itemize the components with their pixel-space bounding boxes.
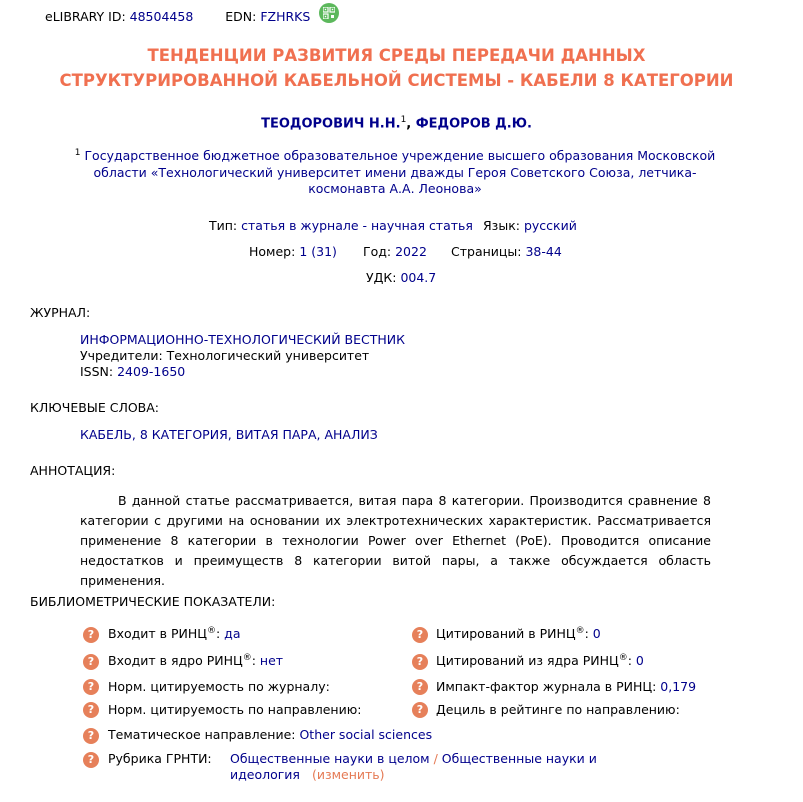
grnti-subcategory[interactable]: Общественные науки и — [441, 751, 597, 766]
metric-value[interactable]: 0,179 — [660, 679, 697, 694]
help-icon[interactable]: ? — [83, 627, 99, 643]
keyword-separator: , — [227, 427, 236, 442]
pages-label: Страницы: — [451, 244, 522, 259]
udk-label: УДК: — [366, 270, 397, 285]
help-icon[interactable]: ? — [83, 654, 99, 670]
keyword-item[interactable]: ВИТАЯ ПАРА — [235, 427, 317, 442]
change-paren-open: ( — [311, 767, 317, 782]
affiliation — [60, 145, 730, 198]
edn-value[interactable]: FZHRKS — [260, 9, 311, 24]
affiliation-name[interactable]: Государственное бюджетное образовательное учреждение высшего образования Московской области «Технологический университет имени дважды Героя Советского Союза, летчика-космонавта А.А. Леонова» — [84, 148, 716, 197]
issn-value: 2409-1650 — [117, 364, 186, 379]
metric-norm-direction: Норм. цитируемость по направлению: — [108, 702, 362, 717]
language-row — [483, 218, 577, 233]
keyword-item[interactable]: 8 КАТЕГОРИЯ — [139, 427, 228, 442]
metric-decile: Дециль в рейтинге по направлению: — [436, 702, 680, 717]
metric-label: Входит в ядро РИНЦ — [108, 653, 243, 669]
journal-issn-row — [80, 364, 185, 379]
elibrary-id-label: eLIBRARY ID: — [45, 9, 126, 24]
journal-section-label: ЖУРНАЛ: — [30, 305, 91, 320]
help-icon[interactable]: ? — [83, 752, 99, 768]
keyword-separator: , — [316, 427, 325, 442]
issn-label: ISSN: — [80, 364, 114, 379]
bibliometrics-section-label: БИБЛИОМЕТРИЧЕСКИЕ ПОКАЗАТЕЛИ: — [30, 594, 276, 609]
pages-row — [451, 244, 562, 259]
number-row — [249, 244, 337, 259]
grnti-line1 — [230, 751, 597, 766]
keyword-item[interactable]: АНАЛИЗ — [324, 427, 378, 442]
metric-value[interactable]: 0 — [635, 653, 644, 669]
author-1-affiliation-index: 1 — [400, 115, 407, 125]
edn-label: EDN: — [225, 9, 257, 24]
article-title-line2: СТРУКТУРИРОВАННОЙ КАБЕЛЬНОЙ СИСТЕМЫ - КАБЕЛИ 8 КАТЕГОРИИ — [59, 71, 734, 90]
registered-mark: ® — [575, 626, 585, 636]
metric-topic — [108, 727, 432, 742]
help-icon[interactable]: ? — [412, 679, 428, 695]
grnti-line2 — [230, 767, 385, 782]
keywords-section-label: КЛЮЧЕВЫЕ СЛОВА: — [30, 400, 160, 415]
authors — [0, 115, 793, 131]
metric-grnti-label: Рубрика ГРНТИ: — [108, 751, 212, 766]
type-label: Тип: — [209, 218, 238, 233]
id-bar — [45, 8, 310, 26]
number-label: Номер: — [249, 244, 296, 259]
metric-norm-journal: Норм. цитируемость по журналу: — [108, 679, 330, 694]
udk-value: 004.7 — [400, 270, 437, 285]
type-value: статья в журнале - научная статья — [241, 218, 473, 233]
metric-label: Цитирований в РИНЦ — [436, 626, 576, 642]
change-link[interactable]: изменить — [316, 767, 380, 782]
year-value: 2022 — [395, 244, 427, 259]
grnti-subcategory-cont[interactable]: идеология — [230, 767, 300, 782]
metric-label: Входит в РИНЦ — [108, 626, 207, 642]
metric-value[interactable]: Other social sciences — [299, 727, 433, 742]
metric-core-in: Входит в ядро РИНЦ®: нет — [108, 653, 284, 669]
metric-label: Тематическое направление: — [108, 727, 296, 742]
metric-core-citations: Цитирований из ядра РИНЦ®: 0 — [436, 653, 644, 669]
metric-rinc-in: Входит в РИНЦ®: да — [108, 626, 241, 642]
registered-mark: ® — [618, 653, 628, 663]
keyword-item[interactable]: КАБЕЛЬ — [80, 427, 132, 442]
authors-separator: , — [406, 116, 416, 132]
metric-citations: Цитирований в РИНЦ®: 0 — [436, 626, 601, 642]
year-label: Год: — [363, 244, 392, 259]
language-value: русский — [523, 218, 577, 233]
registered-mark: ® — [206, 626, 216, 636]
registered-mark: ® — [242, 653, 252, 663]
help-icon[interactable]: ? — [412, 702, 428, 718]
affiliation-index: 1 — [74, 148, 81, 158]
elibrary-id-value: 48504458 — [129, 9, 194, 24]
keyword-separator: , — [131, 427, 140, 442]
article-title — [30, 43, 763, 93]
journal-name[interactable]: ИНФОРМАЦИОННО-ТЕХНОЛОГИЧЕСКИЙ ВЕСТНИК — [80, 332, 406, 347]
metric-impact — [436, 679, 696, 694]
article-title-line1: ТЕНДЕНЦИИ РАЗВИТИЯ СРЕДЫ ПЕРЕДАЧИ ДАННЫХ — [147, 46, 646, 65]
help-icon[interactable]: ? — [83, 679, 99, 695]
type-row — [209, 218, 473, 233]
change-paren-close: ) — [379, 767, 385, 782]
pages-value: 38-44 — [525, 244, 562, 259]
qr-code-icon[interactable] — [319, 3, 339, 23]
metric-value: да — [224, 626, 241, 642]
help-icon[interactable]: ? — [83, 702, 99, 718]
journal-founders: Учредители: Технологический университет — [80, 348, 370, 363]
metric-value[interactable]: 0 — [592, 626, 601, 642]
author-1[interactable]: ТЕОДОРОВИЧ Н.Н. — [261, 116, 401, 132]
help-icon[interactable]: ? — [412, 627, 428, 643]
grnti-separator: / — [429, 751, 442, 766]
metric-label: Импакт-фактор журнала в РИНЦ: — [436, 679, 657, 694]
help-icon[interactable]: ? — [412, 654, 428, 670]
abstract-text: В данной статье рассматривается, витая пара 8 категории. Производится сравнение 8 категории с другими на основании их электротехнических характеристик. Рассматривается применение 8 категории в технологии Power over Ethernet (PoE). Проводится описание недостатков и преимуществ 8 категории витой пары, а также обсуждается область применения. — [80, 493, 711, 588]
abstract-section-label: АННОТАЦИЯ: — [30, 463, 116, 478]
language-label: Язык: — [483, 218, 520, 233]
number-value[interactable]: 1 (31) — [299, 244, 337, 259]
metric-label: Цитирований из ядра РИНЦ — [436, 653, 619, 669]
help-icon[interactable]: ? — [83, 728, 99, 744]
udk-row — [366, 270, 436, 285]
keywords-list — [80, 427, 378, 442]
author-2[interactable]: ФЕДОРОВ Д.Ю. — [415, 116, 532, 132]
year-row — [363, 244, 427, 259]
grnti-category[interactable]: Общественные науки в целом — [230, 751, 430, 766]
metric-value: нет — [259, 653, 284, 669]
